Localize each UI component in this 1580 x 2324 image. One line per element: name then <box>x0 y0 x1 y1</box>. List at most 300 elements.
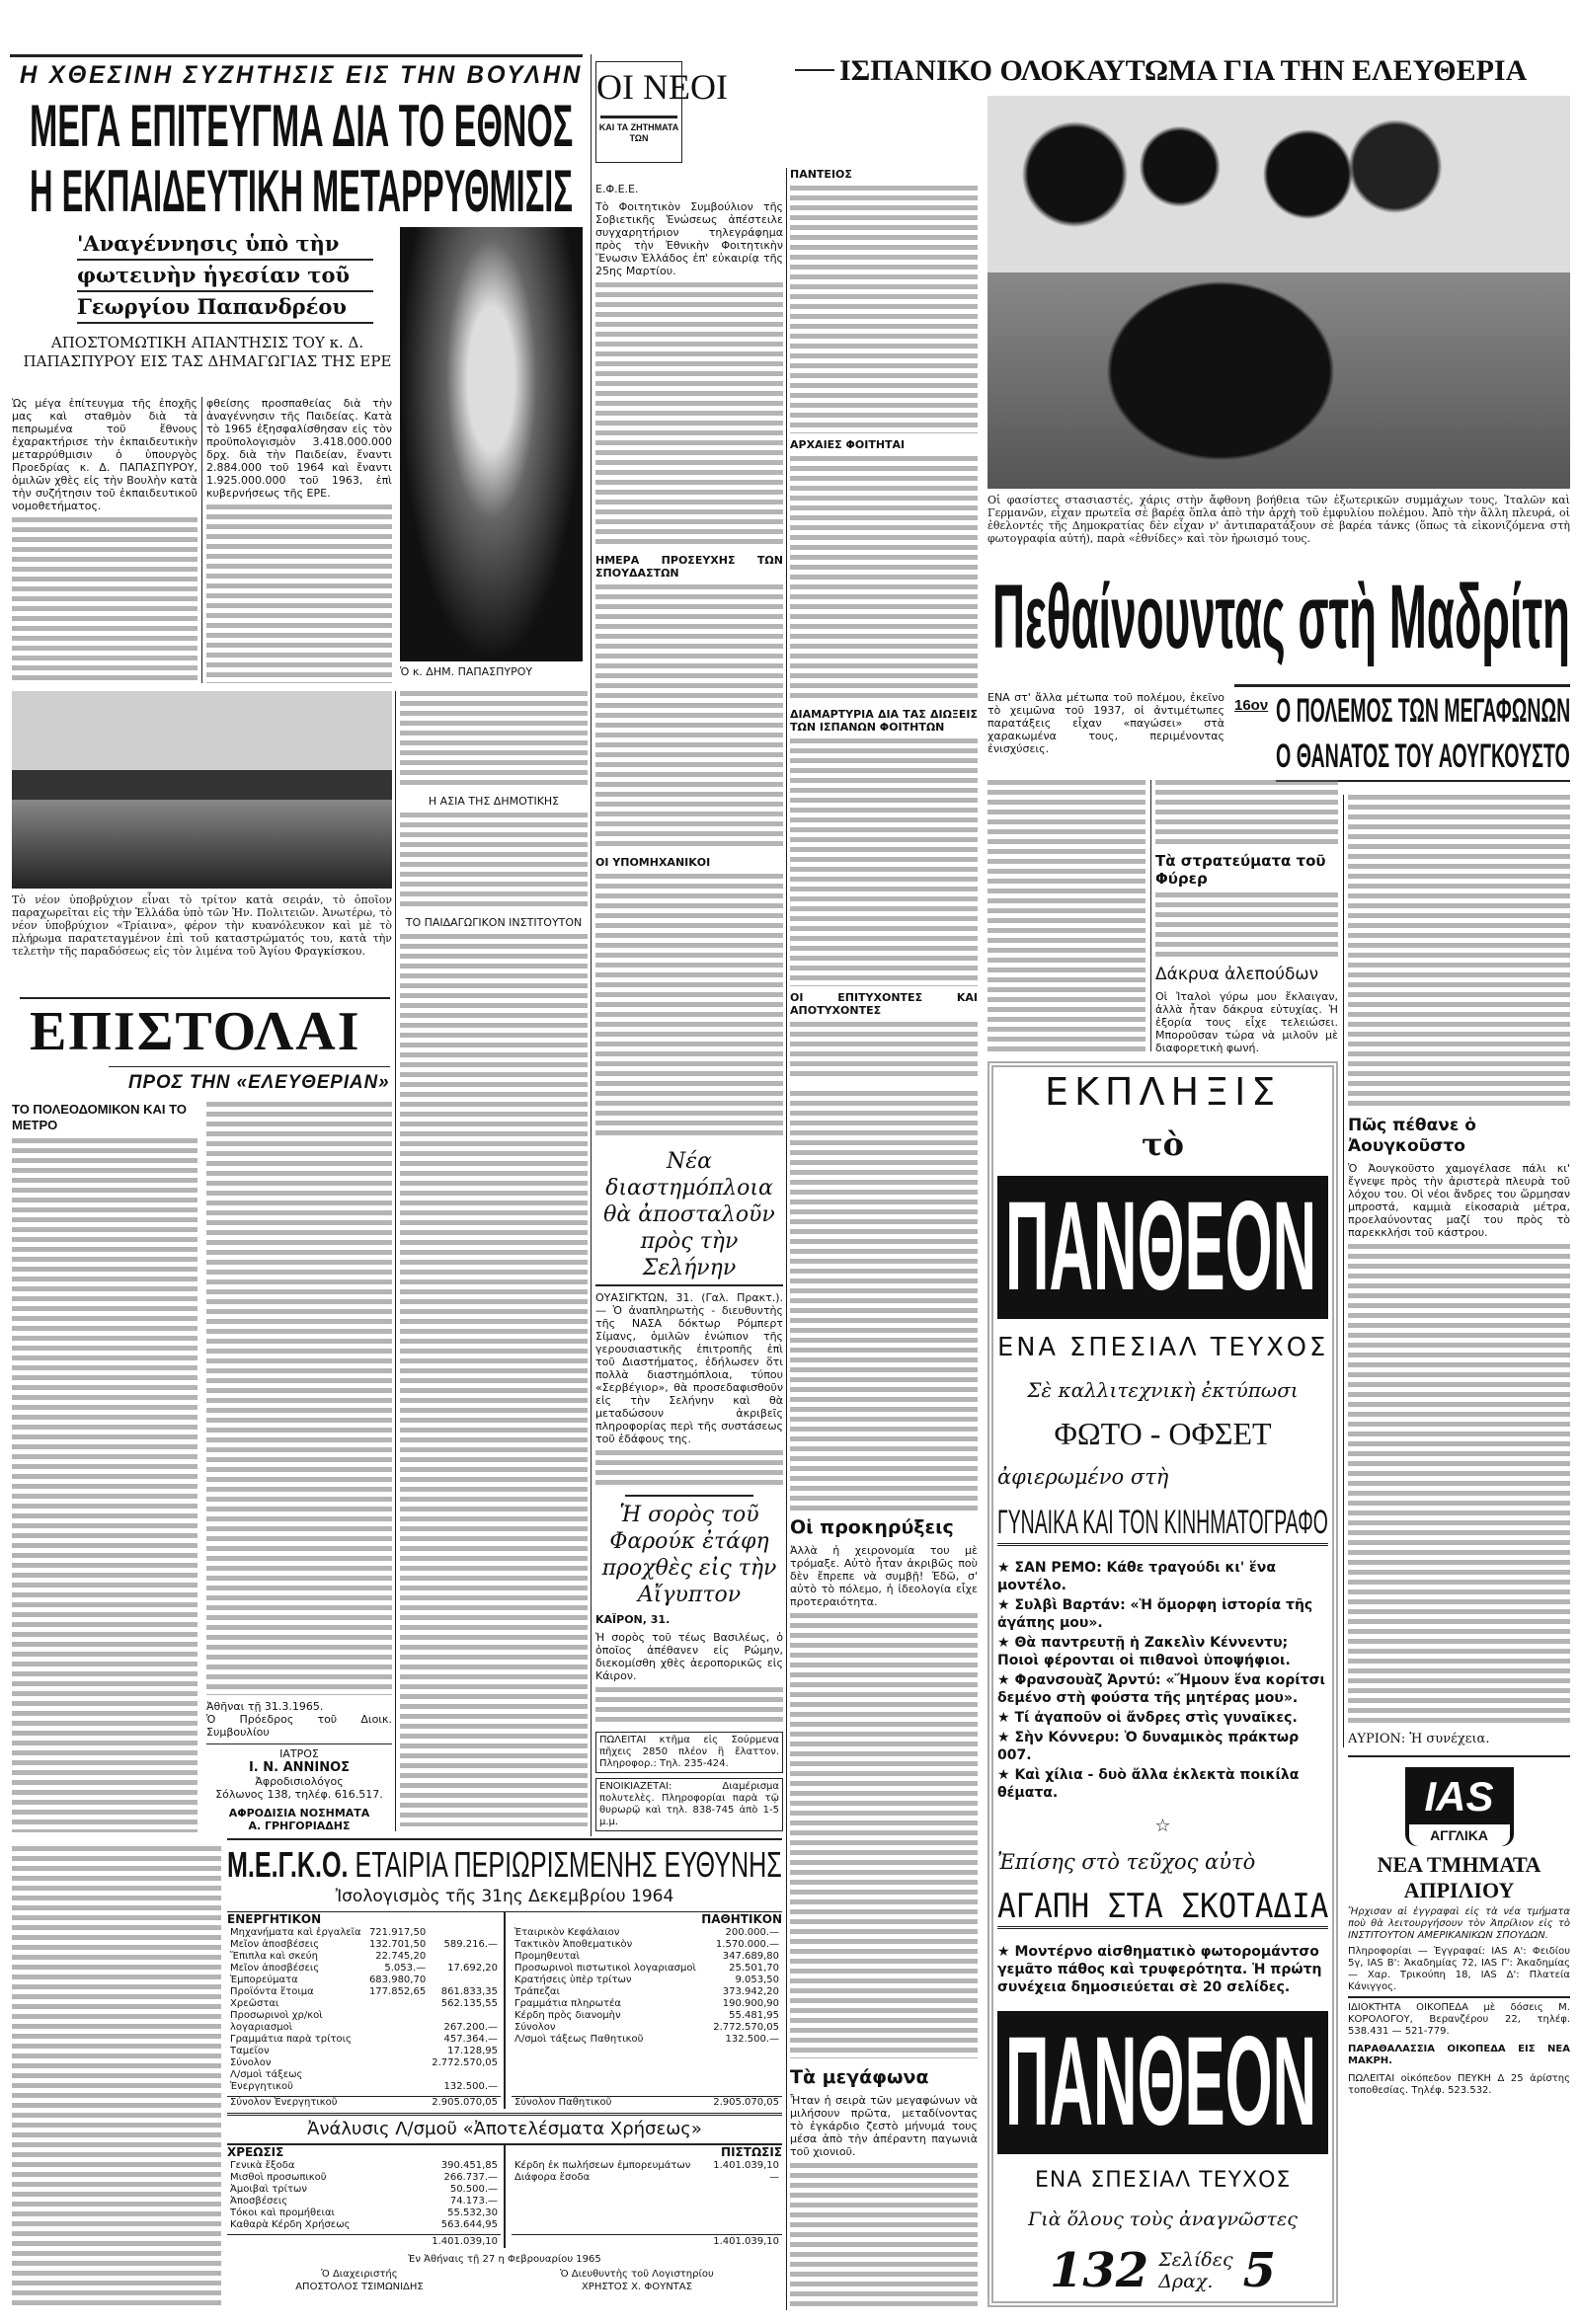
ad-brand: ΠΑΝΘΕΟΝ <box>1005 1176 1317 1318</box>
table-cell: 190.900,90 <box>722 1998 779 2009</box>
sig-role: Ὁ Διευθυντὴς τοῦ Λογιστηρίου <box>560 2269 714 2280</box>
table-row <box>227 2219 501 2231</box>
table-cell: Προμηθευταὶ <box>514 1951 580 1962</box>
liabilities-column <box>506 1912 782 2109</box>
letters-col-1 <box>12 1102 198 1832</box>
table-cell: 721.917,50 <box>368 1927 427 1938</box>
doctor-ad-address: Σόλωνος 138, τηλέφ. 616.517. <box>215 1788 383 1801</box>
madrid-text <box>790 1091 978 1511</box>
madrid-text <box>790 2163 978 2307</box>
kicker: Η ΧΘΕΣΙΝΗ ΣΥΖΗΤΗΣΙΣ ΕΙΣ ΤΗΝ ΒΟΥΛΗΝ <box>20 61 584 89</box>
table-cell: Ταμεῖον <box>230 2046 270 2056</box>
youth-para: Τὸ Φοιτητικὸν Συμβούλιον τῆς Σοβιετικῆς Ἑνώσεως ἀπέστειλε συγχαρητήριον τηλεγράφημα πρὸς τὴν Ἐθνικὴν Φοιτητικὴν Ἕνωσιν Ἑλλάδος ἐπ' εὐκαιρίᾳ τῆς 25ης Μαρτίου. <box>595 200 783 277</box>
tank-photo <box>988 96 1570 489</box>
credit-title: ΠΙΣΤΩΣΙΣ <box>721 2145 782 2159</box>
youth-text <box>790 186 978 433</box>
pantheon-ad[interactable] <box>988 1061 1338 2307</box>
table-cell: 2.772.570,05 <box>713 2022 779 2033</box>
table-cell: Προσωρινοὶ πιστωτικοὶ λογαριασμοὶ <box>514 1963 696 1974</box>
article-col-2 <box>206 397 392 683</box>
balance-title <box>227 1844 782 1886</box>
farouk-headline: Ἡ σορὸς τοῦ Φαρούκ ἐτάφη προχθὲς εἰς τὴν Αἴγυπτον <box>601 1503 777 1607</box>
table-row <box>227 2160 501 2172</box>
table-row <box>227 2196 501 2208</box>
table-cell: Γραμμάτια παρὰ τρίτοις <box>230 2034 352 2045</box>
debit-total: 1.401.039,10 <box>227 2234 501 2248</box>
news-col <box>595 1148 783 1831</box>
mega-para: Ἦταν ἡ σειρὰ τῶν μεγαφώνων νὰ μιλήσουν πρῶτα, μεταδίνοντας τὸ ἐγκάρδιο ζεστὸ μήνυμά τους μέσα ἀπὸ τὴν ἀπέραντη παγωνιὰ τοῦ χιονιοῦ. <box>790 2094 978 2158</box>
ad-price-row <box>997 2244 1328 2297</box>
series-number: 16ον <box>1234 697 1269 714</box>
ad-dedicated: ἀφιερωμένο στὴ <box>997 1464 1169 1489</box>
table-cell: Σύνολον <box>514 2022 556 2033</box>
series-title-2-wrap <box>1276 736 1570 776</box>
table-cell <box>429 1975 501 1986</box>
table-cell: 562.135,55 <box>440 1998 498 2009</box>
article-text <box>12 517 198 683</box>
ad-pages-price <box>1158 2249 1232 2292</box>
table-cell: Τακτικὸν Ἀποθεματικὸν <box>514 1939 633 1950</box>
table-row <box>512 1986 782 1998</box>
deck: ΑΠΟΣΤΟΜΩΤΙΚΗ ΑΠΑΝΤΗΣΙΣ ΤΟΥ κ. Δ. ΠΑΠΑΣΠΥΡΟΥ ΕΙΣ ΤΑΣ ΔΗΜΑΓΩΓΙΑΣ ΤΗΣ ΕΡΕ <box>23 334 392 370</box>
youth-text <box>790 1022 978 1081</box>
table-cell: Μεῖον ἀποσβέσεις <box>230 1939 320 1950</box>
table-row <box>512 2022 782 2034</box>
table-cell: 1.570.000.— <box>715 1939 779 1950</box>
table-cell <box>366 2034 429 2046</box>
table-cell: 200.000.— <box>725 1927 779 1938</box>
procl-para: Ἀλλὰ ἡ χειρονομία του μὲ τρόμαξε. Αὐτὸ ἦταν ἀκριβῶς ποὺ δὲν ἔπρεπε νὰ συμβῇ! Ἐδῶ, σ' αὐτὸ τὸ πόλεμο, ἡ ἰδεολογία εἶχε προτεραιότητα. <box>790 1544 978 1608</box>
table-cell: Λ/σμοὶ τάξεως Ἐνεργητικοῦ <box>230 2069 303 2092</box>
table-cell: 25.501,70 <box>729 1963 779 1974</box>
table-cell: 1.401.039,10 <box>713 2160 779 2171</box>
table-cell: Ἀποσβέσεις <box>230 2196 288 2207</box>
youth-text <box>595 874 783 1140</box>
table-row <box>227 2208 501 2219</box>
youth-section: Ε.Φ.Ε.Ε. <box>595 183 639 195</box>
table-cell: 683.980,70 <box>368 1975 427 1985</box>
youth-sub-5: ΟΙ ΕΠΙΤΥΧΟΝΤΕΣ ΚΑΙ ΑΠΟΤΥΧΟΝΤΕΣ <box>790 991 978 1018</box>
top-rule <box>10 54 583 57</box>
table-cell: 55.532,30 <box>447 2208 498 2218</box>
table-row <box>227 1939 501 1951</box>
table-cell: 347.689,80 <box>722 1951 779 1962</box>
table-cell: 589.216.— <box>443 1939 498 1950</box>
ias-title-2: ΑΠΡΙΛΙΟΥ <box>1403 1878 1515 1902</box>
table-cell: Μηχανήματα καὶ ἐργαλεῖα <box>230 1927 361 1938</box>
ad-price: 5 <box>1242 2243 1276 2298</box>
table-row <box>227 1951 501 1963</box>
subhead-block <box>77 229 373 324</box>
ad-special-2-wrap <box>997 2167 1328 2195</box>
table-cell: Τράπεζαι <box>514 1986 560 1997</box>
letter-sign <box>206 1700 392 1739</box>
article-text <box>400 813 588 911</box>
ad-2-title: ΑΦΡΟΔΙΣΙΑ ΝΟΣΗΜΑΤΑ <box>228 1807 370 1820</box>
ad-special: ΕΝΑ ΣΠΕΣΙΑΛ ΤΕΥΧΟΣ <box>997 1333 1329 1363</box>
table-cell: Ἐμπορεύματα <box>230 1975 298 1985</box>
ias-logo-text: IAS <box>1424 1773 1494 1820</box>
debit-column <box>227 2145 506 2248</box>
youth-text <box>595 282 783 549</box>
youth-text <box>595 584 783 851</box>
sig-role: Ὁ Διαχειριστής <box>321 2269 398 2280</box>
series-title-1-wrap <box>1276 691 1570 731</box>
signature-1 <box>295 2268 424 2293</box>
headline-1: ΜΕΓΑ ΕΠΙΤΕΥΓΜΑ ΔΙΑ ΤΟ ΕΘΝΟΣ <box>30 93 574 159</box>
article-col-3 <box>400 691 588 1826</box>
ad-2-name: Α. ΓΡΗΓΟΡΙΑΔΗΣ <box>248 1820 351 1832</box>
table-cell: 74.173.— <box>449 2196 498 2207</box>
doctor-ad-name: Ι. Ν. ΑΝΝΙΝΟΣ <box>248 1760 351 1775</box>
table-cell: Γραμμάτια πληρωτέα <box>514 1998 622 2009</box>
ad-special-wrap <box>997 1332 1328 1363</box>
madrid-text <box>1155 780 1338 847</box>
table-cell: 17.128,95 <box>447 2046 498 2056</box>
ias-title-1: ΝΕΑ ΤΜΗΜΑΤΑ <box>1377 1852 1541 1877</box>
table-cell: 373.942,20 <box>722 1986 779 1997</box>
table-cell: Γενικὰ ἔξοδα <box>230 2160 295 2171</box>
ad-theme-wrap <box>997 1503 1328 1546</box>
ad-offset: ΦΩΤΟ - ΟΦΣΕΤ <box>1054 1415 1272 1451</box>
subhead-asia: Η ΑΣΙΑ ΤΗΣ ΔΗΜΟΤΙΚΗΣ <box>428 795 560 808</box>
rule <box>1348 1755 1570 1757</box>
series-title-2: Ο ΘΑΝΑΤΟΣ ΤΟΥ ΑΟΥΓΚΟΥΣΤΟ <box>1276 737 1570 775</box>
headline-2: Η ΕΚΠΑΙΔΕΥΤΙΚΗ ΜΕΤΑΡΡΥΘΜΙΣΙΣ <box>30 158 573 224</box>
assets-total: 2.905.070,05 <box>432 2097 498 2108</box>
letters-title: ΕΠΙΣΤΟΛΑΙ <box>30 1001 361 1062</box>
classified-3: ΙΔΙΟΚΤΗΤΑ ΟΙΚΟΠΕΔΑ μὲ δόσεις Μ. ΚΟΡΟΛΟΓΟΥ, Βερανζέρου 22, τηλέφ. 538.431 — 521-779. <box>1348 2002 1570 2037</box>
farouk-dateline: ΚΑΪΡΟΝ, 31. <box>595 1613 671 1626</box>
col-rule <box>591 54 592 1836</box>
death-para: Ὁ Ἀουγκοῦστο χαμογέλασε πάλι κι' ἔγνεψε πρὸς τὴν ἀριστερὰ πλευρὰ τοῦ λόχου του. Οἱ νέοι ἄνδρες του ὥρμησαν μπροστά, καμμιὰ εἰκοσαριὰ μέτρα, προελαύνοντας μαζί του πρὸς τὸ παρεκκλήσι τοῦ κάστρου. <box>1348 1162 1570 1239</box>
letter-text <box>206 1102 392 1695</box>
youth-col-1 <box>595 183 783 1140</box>
letters-col-2 <box>206 1102 392 1832</box>
submarine-photo <box>12 691 392 889</box>
balance-table <box>227 1911 782 2109</box>
ad-price-label: Δραχ. <box>1158 2271 1214 2292</box>
article-text <box>400 691 588 790</box>
ad-brand-block <box>997 1176 1328 1319</box>
table-cell: Ἔπιπλα καὶ σκεύη <box>230 1951 318 1962</box>
youth-text <box>790 738 978 986</box>
sig-name: ΧΡΗΣΤΟΣ Χ. ΦΟΥΝΤΑΣ <box>581 2282 692 2292</box>
table-cell: 177.852,65 <box>368 1986 427 1997</box>
letters-subtitle: ΠΡΟΣ ΤΗΝ «ΕΛΕΥΘΕΡΙΑΝ» <box>128 1072 390 1093</box>
table-row <box>227 2034 501 2046</box>
table-row <box>227 1927 501 1939</box>
article-para-2: φθείσης προσπαθείας διὰ τὴν ἀναγέννησιν τῆς Παιδείας. Κατὰ τὸ 1965 ἐξησφαλίσθησαν εἰς τὸν προϋπολογισμὸν 3.418.000.000 δρχ. διὰ τὴν Παιδείαν, ἔναντι 2.884.000 τοῦ 1964 καὶ ἔναντι 1.925.000.000 τοῦ 1963, ἐπὶ κυβερνήσεως τῆς ΕΡΕ. <box>206 397 392 500</box>
youth-sub-0: ΗΜΕΡΑ ΠΡΟΣΕΥΧΗΣ ΤΩΝ ΣΠΟΥΔΑΣΤΩΝ <box>595 554 783 580</box>
article-para-1: Ὡς μέγα ἐπίτευγμα τῆς ἐποχῆς μας καὶ σταθμὸν διὰ τὰ πεπρωμένα τοῦ ἔθνους ἐχαρακτήρισε τὴν ἐκπαιδευτικὴν μεταρρύθμισιν ὁ ὑπουργὸς Προεδρίας κ. Δ. ΠΑΠΑΣΠΥΡΟΥ, ὁμιλῶν χθὲς εἰς τὴν Βουλὴν κατὰ τὴν συζήτησιν τοῦ ἐκπαιδευτικοῦ νομοθετήματος. <box>12 397 198 512</box>
table-cell <box>366 1998 429 2010</box>
col-rule <box>201 397 202 683</box>
assets-table <box>227 1927 501 2093</box>
ad-story-wrap <box>997 1888 1328 1929</box>
table-cell: Τόκοι καὶ προμήθειαι <box>230 2208 335 2218</box>
table-cell: Προσωρινοὶ χρ/κοὶ λογαριασμοὶ <box>230 2010 323 2033</box>
ad-item: ★ Θὰ παντρευτῇ ἡ Ζακελὶν Κέννεντυ; Ποιοὶ φέρονται οἱ πιθανοὶ ὑποψήφιοι. <box>997 1635 1291 1668</box>
youth-sub-3: ΑΡΧΑΙΕΣ ΦΟΙΤΗΤΑΙ <box>790 437 906 451</box>
table-cell: Ἀμοιβαὶ τρίτων <box>230 2184 307 2195</box>
doctor-ad <box>206 1743 392 1832</box>
table-cell: 5.053.— <box>384 1963 427 1974</box>
letter-text <box>12 1846 221 2305</box>
table-cell: 55.481,95 <box>729 2010 779 2021</box>
table-cell: Διάφορα ἔσοδα <box>514 2172 591 2183</box>
series-box <box>1234 691 1570 786</box>
youth-col-2 <box>790 168 978 1081</box>
table-cell: Μισθοὶ προσωπικοῦ <box>230 2172 327 2183</box>
ad-pages-word: Σελίδες <box>1158 2249 1233 2271</box>
table-cell: 457.364.— <box>443 2034 498 2045</box>
article-text <box>206 504 392 683</box>
classified-2: ΕΝΟΙΚΙΑΖΕΤΑΙ: Διαμέρισμα πολυτελὲς. Πληροφορίαι παρὰ τῷ θυρωρῷ καὶ τηλ. 838-745 ἀπὸ 1-5 μ.μ. <box>595 1778 783 1831</box>
table-row <box>512 2172 782 2184</box>
table-row <box>227 2046 501 2057</box>
table-row <box>227 2184 501 2196</box>
ad-article: τὸ <box>1142 1125 1184 1164</box>
table-cell: Μεῖον ἀποσβέσεις <box>230 1963 320 1974</box>
youth-title: ΟΙ ΝΕΟΙ <box>596 67 728 107</box>
classified-1: ΠΩΛΕΙΤΑΙ κτῆμα εἰς Σούρμενα πῆχεις 2850 πλέον ἢ ἔλαττον. Πληροφορ.: Τηλ. 235-424. <box>595 1732 783 1773</box>
table-row <box>512 1939 782 1951</box>
article-col-1 <box>12 397 198 683</box>
madrid-cont-3 <box>790 2065 978 2307</box>
ad-story-items <box>997 1943 1328 1998</box>
col-rule <box>1150 780 1151 1051</box>
analysis-table <box>227 2145 782 2248</box>
assets-total-row <box>227 2096 501 2109</box>
ad-special-2: ΕΝΑ ΣΠΕΣΙΑΛ ΤΕΥΧΟΣ <box>1035 2167 1292 2193</box>
assets-column <box>227 1912 506 2109</box>
subhead-line-2: φωτεινὴν ἡγεσίαν τοῦ <box>77 261 373 292</box>
table-cell: Λ/σμοὶ τάξεως Παθητικοῦ <box>514 2034 644 2045</box>
ias-info: Πληροφορίαι — Ἐγγραφαί: IAS Α': Φειδίου 5γ, IAS Β': Ἀκαδημίας 72, IAS Γ': Ἀκαδημίας — Χαρ. Τρικούπη 18, IAS Δ': Πλατεία Κάνιγγος. <box>1348 1946 1570 1998</box>
youth-sub-4: ΔΙΑΜΑΡΤΥΡΙΑ ΔΙΑ ΤΑΣ ΔΙΩΞΕΙΣ ΤΩΝ ΙΣΠΑΝΩΝ ΦΟΙΤΗΤΩΝ <box>790 708 978 735</box>
ad-surprise-wrap <box>997 1071 1328 1113</box>
ias-logo <box>1405 1767 1514 1846</box>
classified-4: ΠΑΡΑΘΑΛΑΣΣΙΑ ΟΙΚΟΠΕΔΑ ΕΙΣ ΝΕΑ ΜΑΚΡΗ. <box>1348 2044 1570 2066</box>
table-cell: 9.053,50 <box>735 1975 779 1985</box>
table-cell <box>366 2057 429 2069</box>
table-cell: Ἑταιρικὸν Κεφάλαιον <box>514 1927 620 1938</box>
table-row <box>512 2010 782 2022</box>
ad-item: ★ ΣΑΝ ΡΕΜΟ: Κάθε τραγούδι κι' ἕνα μοντέλο. <box>997 1560 1276 1593</box>
liab-title: ΠΑΘΗΤΙΚΟΝ <box>701 1912 782 1926</box>
ad-pages-num: 132 <box>1049 2243 1149 2298</box>
analysis-title: Ἀνάλυσις Λ/σμοῦ «Ἀποτελέσματα Χρήσεως» <box>227 2113 782 2145</box>
subhead-line-3: Γεωργίου Παπανδρέου <box>77 292 373 324</box>
series-title-1: Ο ΠΟΛΕΜΟΣ ΤΩΝ ΜΕΓΑΦΩΝΩΝ <box>1276 692 1571 730</box>
table-row <box>512 2034 782 2046</box>
balance-subtitle: Ἰσολογισμὸς τῆς 31ης Δεκεμβρίου 1964 <box>335 1887 674 1906</box>
doctor-ad-title: ΙΑΤΡΟΣ <box>279 1747 319 1760</box>
rule <box>109 1066 390 1067</box>
table-row <box>227 2172 501 2184</box>
ad-item: ★ Σὴν Κόννερυ: Ὁ δυναμικὸς πράκτωρ 007. <box>997 1730 1300 1763</box>
assets-total-label: Σύνολον Ἐνεργητικοῦ <box>230 2097 338 2108</box>
table-cell <box>429 1951 501 1963</box>
ad-theme: ΓΥΝΑΙΚΑ ΚΑΙ ΤΟΝ ΚΙΝΗΜΑΤΟΓΡΑΦΟ <box>997 1503 1328 1541</box>
balance-company <box>227 1844 782 1886</box>
farouk-para: Ἡ σορὸς τοῦ τέως Βασιλέως, ὁ ὁποῖος ἀπέθανεν εἰς Ρώμην, διεκομίσθη χθὲς ἀεροπορικῶς εἰς Κάιρον. <box>595 1631 783 1682</box>
portrait-photo <box>400 227 583 661</box>
rule <box>20 997 390 999</box>
balance-date: Ἐν Ἀθήναις τῇ 27 η Φεβρουαρίου 1965 <box>408 2254 601 2265</box>
ad-item: ★ Τί ἀγαποῦν οἱ ἄνδρες στὶς γυναῖκες. <box>997 1710 1298 1726</box>
letters-title-wrap <box>30 1003 385 1060</box>
madrid-headline-wrap <box>992 568 1570 666</box>
credit-total: 1.401.039,10 <box>512 2234 782 2248</box>
space-headline: Νέα διαστημόπλοια θὰ ἀποσταλοῦν πρὸς τὴν Σελήνην <box>595 1148 783 1286</box>
rule <box>625 1495 753 1497</box>
rule <box>600 116 677 118</box>
table-row <box>512 1927 782 1939</box>
table-cell <box>366 2069 429 2093</box>
table-row <box>227 2010 501 2034</box>
subhead-line-1: 'Αναγέννησις ὑπὸ τὴν <box>77 229 373 261</box>
letter-signer: Ὁ Πρόεδρος τοῦ Διοικ. Συμβουλίου <box>206 1713 392 1739</box>
space-para: ΟΥΑΣΙΓΚΤΩΝ, 31. (Γαλ. Πρακτ.). — Ὁ ἀναπληρωτὴς - διευθυντὴς τῆς ΝΑΣΑ δόκτωρ Ρόμπερτ Σίμανς, ὁμιλῶν ἐνώπιον τῆς γερουσιαστικῆς ἐπιτροπῆς ἐπὶ τοῦ Διαστήματος, ἐδήλωσεν ὅτι πολλὰ διαστημόπλοια, τύπου «Σερβέγιορ», θὰ προσεδαφισθοῦν εἰς τὴν Σελήνην καὶ θὰ μεταδώσουν ἀκριβεῖς πληροφορίας περὶ τῆς συστάσεως τοῦ ἐδάφους της. <box>595 1291 783 1445</box>
youth-subtitle: ΚΑΙ ΤΑ ΖΗΤΗΜΑΤΑ ΤΩΝ <box>598 122 679 143</box>
ias-logo-sub: ΑΓΓΛΙΚΑ <box>1409 1824 1510 1846</box>
youth-sub-2: ΟΙ ΥΠΟΜΗΧΑΝΙΚΟΙ <box>595 856 711 869</box>
table-row <box>512 1975 782 1986</box>
madrid-text <box>1348 795 1570 1111</box>
table-cell: Προϊόντα ἕτοιμα <box>230 1986 314 1997</box>
madrid-text <box>988 780 1146 1051</box>
table-row <box>227 2069 501 2093</box>
letters-subtitle-wrap <box>128 1071 390 1095</box>
table-cell: — <box>769 2172 779 2183</box>
col-rule <box>395 691 396 1831</box>
rule <box>795 69 834 71</box>
liab-total: 2.905.070,05 <box>713 2097 779 2108</box>
tank-photo-caption: Οἱ φασίστες στασιαστές, χάρις στὴν ἄφθονη βοήθεια τῶν ἐξωτερικῶν συμμάχων τους, Ἰταλῶν καὶ Γερμανῶν, εἶχαν πρωτεῖα σὲ βαρέα ὅπλα ἀπὸ τὴν ἀρχὴ τοῦ ἐμφυλίου πολέμου. Ἀπὸ τὴν ἄλλη πλευρά, οἱ ἐθελοντές τῆς Δημοκρατίας δὲν εἶχαν ν' ἀντιπαρατάξουν σὲ βαρέα τάνκς (ὅπως τὰ εἰκονιζόμενα στὴ φωτογραφία αὐτή), παρὰ «ἐθνίδες» καὶ τὸν ἡρωισμό τους. <box>988 494 1570 545</box>
article-text <box>400 934 588 1826</box>
space-text <box>595 1450 783 1490</box>
sub-death: Πῶς πέθανε ὁ Ἀουγκοῦστο <box>1348 1116 1476 1156</box>
signatures <box>227 2268 782 2293</box>
table-cell: 390.451,85 <box>440 2160 498 2171</box>
table-cell: 132.500.— <box>443 2081 498 2092</box>
spain-banner: ΙΣΠΑΝΙΚΟ ΟΛΟΚΑΥΤΩΜΑ ΓΙΑ ΤΗΝ ΕΛΕΥΘΕΡΙΑ <box>839 54 1528 87</box>
classified-5: ΠΩΛΕΙΤΑΙ οἰκόπεδον ΠΕΥΚΗ Δ 25 ἀρίστης τοποθεσίας. Τηλέφ. 523.532. <box>1348 2073 1570 2096</box>
credit-column <box>506 2145 782 2248</box>
madrid-text <box>790 1613 978 2058</box>
debit-title: ΧΡΕΩΣΙΣ <box>227 2145 284 2159</box>
table-cell: 266.737.— <box>443 2172 498 2183</box>
sig-name: ΑΠΟΣΤΟΛΟΣ ΤΣΙΜΩΝΙΔΗΣ <box>295 2282 424 2292</box>
ad-for-all: Γιὰ ὅλους τοὺς ἀναγνῶστες <box>1028 2208 1298 2230</box>
madrid-cont-2 <box>790 1515 978 2058</box>
table-cell: Κέρδη ἐκ πωλήσεων ἐμπορευμάτων <box>514 2160 691 2171</box>
ad-item: ★ Φρανσουὰζ Ἀρντύ: «Ἤμουν ἕνα κορίτσι δεμένο στὴ φούστα τῆς μητέρας μου». <box>997 1672 1326 1706</box>
ad-print: Σὲ καλλιτεχνικὴ ἐκτύπωσι <box>1027 1377 1299 1402</box>
table-cell: 132.701,50 <box>368 1939 427 1950</box>
ad-brand-2: ΠΑΝΘΕΟΝ <box>1005 2010 1317 2152</box>
headline-2-wrap <box>30 160 573 223</box>
ad-item: ★ Συλβὶ Βαρτάν: «Ἡ ὄμορφη ἱστορία τῆς ἀγάπης μου». <box>997 1597 1313 1631</box>
table-cell: 267.200.— <box>443 2022 498 2033</box>
madrid-cont-1 <box>790 1091 978 1511</box>
table-row <box>512 1963 782 1975</box>
debit-table <box>227 2160 501 2231</box>
table-cell: Καθαρὰ Κέρδη Χρήσεως <box>230 2219 351 2230</box>
signature-2 <box>560 2268 714 2293</box>
table-cell <box>366 2010 429 2034</box>
table-row <box>227 2057 501 2069</box>
kicker-wrap <box>20 61 583 89</box>
doctor-ad-specialty: Ἀφροδισιολόγος <box>255 1775 344 1788</box>
table-row <box>512 2160 782 2172</box>
ias-para: Ἤρχισαν αἱ ἐγγραφαὶ εἰς τὰ νέα τμήματα ποὺ θὰ λειτουργήσουν τὸν Ἀπρίλιον εἰς τὸ ΙΝΣΤΙΤΟΥΤΟΝ ΑΜΕΡΙΚΑΝΙΚΩΝ ΣΠΟΥΔΩΝ. <box>1348 1906 1570 1941</box>
table-row <box>227 1975 501 1986</box>
ias-ad[interactable] <box>1348 1767 1570 2097</box>
ad-story: ΑΓΑΠΗ ΣΤΑ ΣΚΟΤΑΔΙΑ <box>997 1887 1329 1927</box>
ad-items <box>997 1559 1328 1804</box>
table-cell: 17.692,20 <box>447 1963 498 1974</box>
madrid-lede: ΕΝΑ στ' ἄλλα μέτωπα τοῦ πολέμου, ἐκεῖνο τὸ χειμῶνα τοῦ 1937, οἱ ἀντιμέτωπες παρατάξεις εἶχαν «παγώσει» στὰ χαρακωμένα τους, περιμένοντας ἐνισχύσεις. <box>988 691 1224 755</box>
ad-item: ★ Καὶ χίλια - δυὸ ἄλλα ἐκλεκτὰ ποικίλα θέματα. <box>997 1767 1300 1801</box>
tears-para: Οἱ Ἰταλοὶ γύρω μου ἔκλαιγαν, ἀλλὰ ἦταν δάκρυα εὐτυχίας. Ἡ ἐξορία τους εἶχε τελειώσει. Μποροῦσαν τώρα νὰ μιλοῦν μὲ διαφορετικὴ φωνή. <box>1155 990 1338 1054</box>
table-cell: 50.500.— <box>449 2184 498 2195</box>
madrid-col-1 <box>988 780 1146 1051</box>
balance-sheet-ad <box>227 1838 782 2293</box>
letter-text <box>12 1138 198 1832</box>
table-cell: 132.500.— <box>725 2034 779 2045</box>
sub-proclamations: Οἱ προκηρύξεις <box>790 1516 954 1538</box>
farouk-text <box>595 1687 783 1727</box>
table-row <box>512 1998 782 2010</box>
portrait-caption: Ὁ κ. ΔΗΜ. ΠΑΠΑΣΠΥΡΟΥ <box>400 665 533 678</box>
table-cell: 563.644,95 <box>440 2219 498 2230</box>
assets-title: ΕΝΕΡΓΗΤΙΚΟΝ <box>227 1912 322 1926</box>
table-row <box>227 1963 501 1975</box>
ad-also: Ἐπίσης στὸ τεῦχος αὐτὸ <box>997 1850 1256 1875</box>
ad-brand-block-2 <box>997 2011 1328 2154</box>
liab-table <box>512 1927 782 2046</box>
table-row <box>227 1986 501 1998</box>
ad-surprise: ΕΚΠΛΗΞΙΣ <box>1045 1070 1282 1114</box>
table-cell: Χρεῶσται <box>230 1998 279 2009</box>
madrid-text <box>1348 1244 1570 1727</box>
spain-banner-wrap <box>839 54 1570 88</box>
sub-tears: Δάκρυα ἀλεπούδων <box>1155 965 1319 984</box>
liab-total-label: Σύνολον Παθητικοῦ <box>514 2097 612 2108</box>
company-type: ΕΤΑΙΡΙΑ ΠΕΡΙΩΡΙΣΜΕΝΗΣ ΕΥΘΥΝΗΣ <box>355 1844 782 1885</box>
youth-box <box>595 61 728 163</box>
madrid-col-3 <box>1348 795 1570 1747</box>
liab-total-row <box>512 2096 782 2109</box>
sub-fuhrer: Τὰ στρατεύματα τοῦ Φύρερ <box>1155 852 1326 888</box>
headline-1-wrap <box>30 95 573 158</box>
table-cell <box>366 2046 429 2057</box>
col-rule <box>1343 795 1344 1747</box>
ad-story-item: ★ Μοντέρνο αἰσθηματικὸ φωτορομάντσο γεμᾶτο πάθος καὶ τρυφερότητα. Ἡ πρώτη συνέχεια δημοσιεύεται σὲ 20 σελίδες. <box>997 1943 1322 1995</box>
table-cell: Σύνολον <box>230 2057 272 2068</box>
sub-megaphones: Τὰ μεγάφωνα <box>790 2066 929 2088</box>
letter-date: Ἀθῆναι τῇ 31.3.1965. <box>206 1700 324 1713</box>
table-row <box>512 1951 782 1963</box>
credit-table <box>512 2160 782 2184</box>
table-cell: Κέρδη πρὸς διανομὴν <box>514 2010 621 2021</box>
table-cell: 861.833,35 <box>440 1986 498 1997</box>
madrid-headline: Πεθαίνουντας στὴ Μαδρίτη <box>992 567 1570 667</box>
madrid-text <box>1155 892 1338 960</box>
